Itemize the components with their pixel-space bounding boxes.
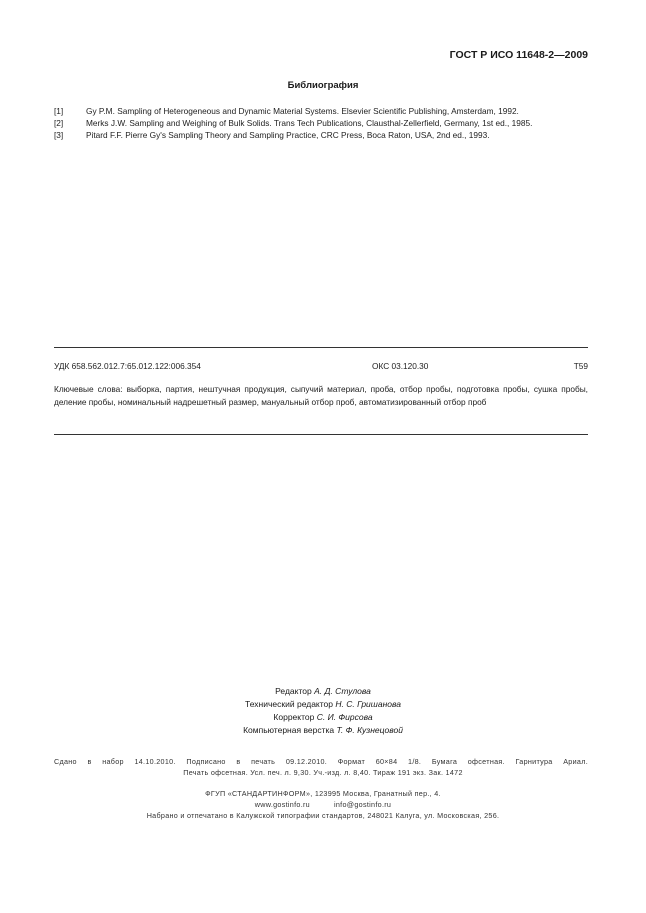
bibliography-title: Библиография (287, 80, 359, 91)
staff-line-editor (0, 685, 646, 698)
standard-number: ГОСТ Р ИСО 11648-2—2009 (449, 49, 588, 61)
bibliography-entry (54, 105, 590, 117)
publisher-website[interactable]: www.gostinfo.ru (254, 800, 310, 809)
staff-name: Н. С. Гришанова (335, 699, 401, 709)
staff-name: Т. Ф. Кузнецовой (336, 725, 403, 735)
bibliography-entry-text: Pitard F.F. Pierre Gy's Sampling Theory and Sampling Practice, CRC Press, Boca Raton, USA, 2nd ed., 1993. (86, 130, 490, 140)
staff-role: Редактор (275, 686, 312, 696)
bibliography-entry (54, 117, 590, 129)
staff-role: Компьютерная верстка (243, 725, 335, 735)
imprint-line-1: Сдано в набор 14.10.2010. Подписано в печать 09.12.2010. Формат 60×84 1/8. Бумага офсетная. Гарнитура Ариал. (54, 757, 588, 766)
bibliography-entry-text: Merks J.W. Sampling and Weighing of Bulk Solids. Trans Tech Publications, Clausthal-Zellerfield, Germany, 1st ed., 1985. (86, 118, 533, 128)
staff-name: А. Д. Стулова (314, 686, 371, 696)
divider-bottom (54, 434, 588, 435)
publisher-email[interactable]: info@gostinfo.ru (333, 800, 392, 809)
staff-line-tech-editor (0, 698, 646, 711)
t-code: T59 (573, 361, 588, 371)
staff-role: Технический редактор (245, 699, 333, 709)
bibliography-entry-number: [1] (54, 106, 64, 116)
udc-code: УДК 658.562.012.7:65.012.122:006.354 (54, 361, 201, 371)
staff-line-layout (0, 724, 646, 737)
bibliography-entry-text: Gy P.M. Sampling of Heterogeneous and Dynamic Material Systems. Elsevier Scientific Publishing, Amsterdam, 1992. (86, 106, 519, 116)
bibliography-entry-number: [2] (54, 118, 64, 128)
imprint-line-2: Печать офсетная. Усл. печ. л. 9,30. Уч.-изд. л. 8,40. Тираж 191 экз. Зак. 1472 (183, 768, 463, 777)
staff-credits (0, 685, 646, 737)
staff-name: С. И. Фирсова (316, 712, 373, 722)
bibliography-entry-number: [3] (54, 130, 64, 140)
bibliography-list (54, 105, 590, 141)
printing-house: Набрано и отпечатано в Калужской типографии стандартов, 248021 Калуга, ул. Московская, 256. (146, 811, 500, 820)
divider-top (54, 347, 588, 348)
keywords: Ключевые слова: выборка, партия, нештучная продукция, сыпучий материал, проба, отбор пробы, подготовка пробы, сушка пробы, деление пробы, номинальный надрешетный размер, мануальный отбор проб, автоматизированный отбор проб (54, 384, 588, 407)
oks-code: ОКС 03.120.30 (372, 361, 429, 371)
staff-role: Корректор (273, 712, 315, 722)
publisher-contacts (0, 800, 646, 809)
staff-line-corrector (0, 711, 646, 724)
bibliography-entry (54, 129, 590, 141)
publisher-address: ФГУП «СТАНДАРТИНФОРМ», 123995 Москва, Гранатный пер., 4. (205, 789, 441, 798)
